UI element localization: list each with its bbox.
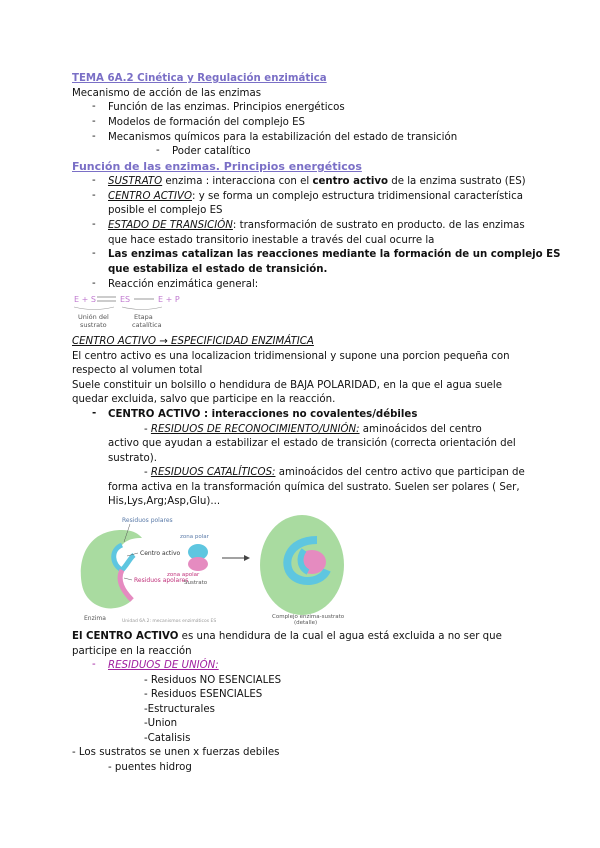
- substrate-apolar: [188, 557, 208, 571]
- bullet-dash: -: [156, 145, 160, 156]
- reaction-right: E + P: [158, 295, 180, 304]
- bullet-estado-transicion: [108, 219, 525, 232]
- arrow-head: [244, 555, 250, 561]
- bullet-interacciones: CENTRO ACTIVO : interacciones no covalentes/débiles: [108, 409, 418, 420]
- bold-term: centro activo: [312, 176, 388, 187]
- figure-caption: Unidad 6A.2: mecanismos enzimáticos ES: [122, 619, 217, 624]
- bullet-dash: -: [92, 248, 96, 259]
- label-zona-apolar: zona apolar: [167, 572, 200, 578]
- paragraph-line: His,Lys,Arg;Asp,Glu)...: [108, 496, 221, 507]
- reaction-left: E + S: [74, 295, 96, 304]
- label-detalle: (detalle): [294, 620, 318, 625]
- document-title: TEMA 6A.2 Cinética y Regulación enzimática: [72, 73, 327, 84]
- reaction-middle: ES: [120, 295, 131, 304]
- label-centro-activo: Centro activo: [140, 550, 181, 557]
- paragraph-line: participe en la reacción: [72, 646, 192, 657]
- centro-activo-statement: [72, 630, 502, 643]
- residuos-cataliticos: [144, 466, 525, 479]
- bullet-dash: -: [144, 467, 151, 478]
- bullet-text: aminoácidos del centro activo que participan de: [275, 467, 525, 478]
- brace-catalytic: [122, 307, 162, 310]
- final-line: - puentes hidrog: [108, 762, 192, 773]
- residuos-reconocimiento: [144, 423, 482, 436]
- bullet-text: : transformación de sustrato en producto. de las enzimas: [232, 220, 525, 231]
- outline-item: Función de las enzimas. Principios energéticos: [108, 102, 345, 113]
- label-zona-polar: zona polar: [180, 534, 209, 540]
- list-item: - Residuos NO ESENCIALES: [144, 675, 282, 686]
- paragraph-line: activo que ayudan a estabilizar el estado de transición (correcta orientación del: [108, 438, 516, 449]
- statement-text: es una hendidura de la cual el agua está excluida a no ser que: [178, 631, 502, 642]
- bold-statement: Las enzimas catalizan las reacciones mediante la formación de un complejo ES: [108, 249, 561, 260]
- list-item: - Residuos ESENCIALES: [144, 689, 263, 700]
- paragraph-line: sustrato).: [108, 453, 157, 464]
- label-sustrato: Sustrato: [184, 580, 208, 586]
- outline-item: Mecanismos químicos para la estabilización del estado de transición: [108, 132, 458, 143]
- bullet-dash: -: [92, 408, 97, 419]
- brace-binding: [74, 307, 114, 310]
- residuos-union-heading: RESIDUOS DE UNIÓN:: [108, 660, 219, 671]
- polar-residues: [114, 545, 134, 570]
- term-centro-activo: CENTRO ACTIVO: [108, 191, 193, 202]
- label-sustrato: sustrato: [80, 321, 107, 329]
- term-sustrato: SUSTRATO: [108, 176, 163, 187]
- bullet-reaccion: Reacción enzimática general:: [108, 279, 259, 290]
- paragraph-line: Suele constituir un bolsillo o hendidura de BAJA POLARIDAD, en la que el agua suele: [72, 380, 503, 391]
- term-cataliticos: RESIDUOS CATALÍTICOS:: [150, 467, 276, 478]
- paragraph-line: El centro activo es una localizacion tridimensional y supone una porcion pequeña con: [72, 351, 510, 362]
- bullet-dash: -: [92, 659, 96, 670]
- paragraph-line: forma activa en la transformación química del sustrato. Suelen ser polares ( Ser,: [108, 482, 520, 493]
- bullet-centro-activo: [108, 190, 523, 203]
- bullet-text: : y se forma un complejo estructura tridimensional característica: [192, 191, 523, 202]
- label-residuos-apolares: Residuos apolares: [134, 577, 189, 584]
- bullet-dash: -: [144, 424, 151, 435]
- bullet-dash: -: [92, 219, 96, 230]
- list-item: -Estructurales: [144, 704, 215, 715]
- bold-term: El CENTRO ACTIVO: [72, 631, 179, 642]
- list-item: -Catalisis: [144, 733, 191, 744]
- label-residuos-polares: Residuos polares: [122, 517, 173, 524]
- bullet-dash: -: [92, 116, 96, 127]
- bullet-dash: -: [92, 190, 96, 201]
- bullet-dash: -: [92, 131, 96, 142]
- paragraph-line: respecto al volumen total: [72, 365, 203, 376]
- bullet-text: enzima : interacciona con el: [162, 176, 313, 187]
- term-reconocimiento: RESIDUOS DE RECONOCIMIENTO/UNIÓN:: [150, 424, 360, 435]
- reaction-scheme: [72, 290, 190, 332]
- term-estado-transicion: ESTADO DE TRANSICIÓN: [108, 220, 233, 231]
- bold-statement: que estabiliza el estado de transición.: [108, 264, 328, 275]
- bullet-text: aminoácidos del centro: [359, 424, 482, 435]
- pointer-line: [124, 578, 132, 580]
- bullet-dash: -: [92, 101, 96, 112]
- section-heading: Función de las enzimas. Principios energéticos: [72, 160, 362, 173]
- final-line: - Los sustratos se unen x fuerzas debiles: [72, 747, 280, 758]
- bullet-dash: -: [92, 175, 96, 186]
- bullet-sustrato: [108, 175, 526, 188]
- label-enzima: Enzima: [84, 615, 106, 622]
- bullet-dash: -: [92, 278, 96, 289]
- label-etapa: Etapa: [134, 313, 153, 321]
- label-complejo: Complejo enzima-sustrato: [272, 614, 345, 620]
- paragraph-line: quedar excluida, salvo que participe en la reacción.: [72, 394, 336, 405]
- bullet-continuation: que hace estado transitorio inestable a través del cual ocurre la: [108, 235, 435, 246]
- section-heading-centro-activo: CENTRO ACTIVO → ESPECIFICIDAD ENZIMÁTICA: [72, 336, 314, 347]
- enzyme-shape: [81, 530, 142, 608]
- label-catalitica: catalítica: [132, 321, 162, 329]
- label-union: Unión del: [78, 313, 109, 321]
- list-item: -Union: [144, 718, 178, 729]
- bullet-continuation: posible el complejo ES: [108, 205, 223, 216]
- outline-item: Modelos de formación del complejo ES: [108, 117, 306, 128]
- outline-subitem: Poder catalítico: [172, 146, 251, 157]
- bullet-text: de la enzima sustrato (ES): [388, 176, 526, 187]
- enzyme-figure: [72, 510, 362, 625]
- intro-text: Mecanismo de acción de las enzimas: [72, 88, 262, 99]
